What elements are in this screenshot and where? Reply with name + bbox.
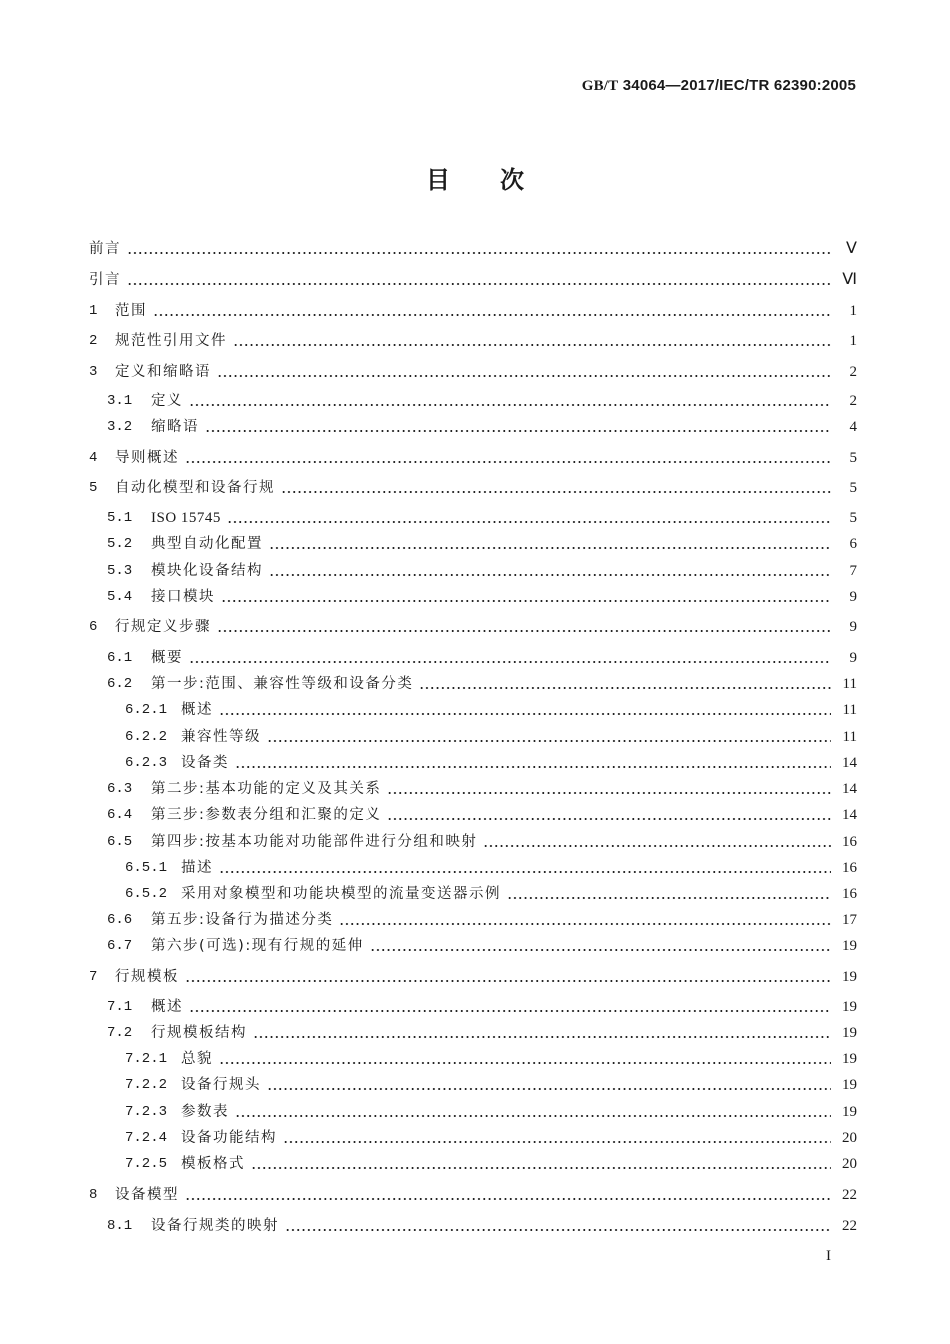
toc-entry-page: 4	[849, 419, 857, 435]
toc-entry[interactable]	[89, 751, 857, 773]
toc-entry[interactable]	[89, 830, 857, 852]
toc-entry-title: 设备类	[181, 755, 229, 771]
toc-entry-title: 模板格式	[181, 1156, 245, 1172]
toc-entry-page: 14	[842, 807, 857, 823]
toc-entry-title: 第五步:设备行为描述分类	[151, 912, 334, 928]
toc-entry[interactable]	[89, 329, 857, 351]
dot-leader	[483, 845, 831, 847]
dot-leader	[127, 283, 831, 285]
page-number: I	[826, 1248, 831, 1264]
dot-leader	[339, 923, 831, 925]
toc-entry[interactable]	[89, 856, 857, 878]
dot-leader	[269, 547, 831, 549]
toc-entry[interactable]	[89, 1152, 857, 1174]
toc-entry-number: 6.6	[107, 912, 133, 928]
dot-leader	[387, 818, 831, 820]
toc-entry-title: 定义和缩略语	[115, 364, 211, 380]
toc-entry-title: 导则概述	[115, 450, 179, 466]
dot-leader	[219, 871, 831, 873]
toc-entry[interactable]	[89, 446, 857, 468]
toc-entry[interactable]	[89, 415, 857, 437]
dot-leader	[217, 375, 831, 377]
dot-leader	[153, 314, 831, 316]
toc-entry-number: 5.1	[107, 510, 133, 526]
toc-entry-page: 19	[842, 969, 857, 985]
toc-entry-number: 4	[89, 450, 98, 466]
dot-leader	[267, 740, 831, 742]
standard-code-header	[582, 77, 856, 95]
toc-entry[interactable]	[89, 268, 857, 290]
toc-entry-page: Ⅴ	[846, 240, 857, 257]
toc-entry[interactable]	[89, 585, 857, 607]
toc-entry-number: 6.2.1	[125, 702, 168, 718]
toc-entry-number: 7.1	[107, 999, 133, 1015]
dot-leader	[189, 404, 831, 406]
toc-entry-page: 2	[849, 364, 857, 380]
toc-entry[interactable]	[89, 882, 857, 904]
toc-entry[interactable]	[89, 908, 857, 930]
toc-entry[interactable]	[89, 476, 857, 498]
dot-leader	[235, 1115, 831, 1117]
toc-entry[interactable]	[89, 360, 857, 382]
toc-entry[interactable]	[89, 237, 857, 259]
toc-entry-number: 7	[89, 969, 98, 985]
dot-leader	[419, 687, 831, 689]
toc-entry-page: 9	[849, 619, 857, 635]
toc-entry[interactable]	[89, 672, 857, 694]
toc-entry[interactable]	[89, 965, 857, 987]
dot-leader	[221, 600, 831, 602]
toc-entry-title: 行规模板结构	[151, 1025, 247, 1041]
toc-entry-number: 2	[89, 333, 98, 349]
toc-entry-page: 7	[849, 563, 857, 579]
toc-entry-title: 前言	[89, 241, 121, 257]
toc-entry-page: 6	[849, 536, 857, 552]
toc-entry-page: Ⅵ	[842, 271, 857, 288]
dot-leader	[127, 252, 831, 254]
toc-entry-page: 19	[842, 938, 857, 954]
toc-entry-page: 14	[842, 755, 857, 771]
toc-entry-page: 2	[849, 393, 857, 409]
toc-entry[interactable]	[89, 995, 857, 1017]
standard-prefix: GB/T	[581, 78, 619, 94]
toc-entry-title: 定义	[151, 393, 183, 409]
dot-leader	[253, 1036, 831, 1038]
toc-entry-title: 接口模块	[151, 589, 215, 605]
toc-entry-page: 5	[849, 450, 857, 466]
toc-entry[interactable]	[89, 559, 857, 581]
toc-entry-number: 8.1	[107, 1218, 133, 1234]
toc-entry[interactable]	[89, 1073, 857, 1095]
toc-entry-number: 5.3	[107, 563, 133, 579]
toc-entry-number: 7.2.5	[125, 1156, 168, 1172]
toc-entry-page: 9	[849, 589, 857, 605]
dot-leader	[370, 949, 831, 951]
toc-entry-number: 6.5.2	[125, 886, 168, 902]
dot-leader	[283, 1141, 831, 1143]
toc-entry-title: 设备模型	[115, 1187, 179, 1203]
toc-entry-number: 6.7	[107, 938, 133, 954]
toc-entry-title: 自动化模型和设备行规	[115, 480, 275, 496]
dot-leader	[185, 1198, 831, 1200]
toc-entry-page: 20	[842, 1156, 857, 1172]
toc-entry-title: 兼容性等级	[181, 729, 261, 745]
toc-entry-page: 14	[842, 781, 857, 797]
dot-leader	[235, 766, 831, 768]
toc-entry-page: 5	[849, 510, 857, 526]
toc-entry-page: 11	[842, 676, 857, 692]
toc-entry-number: 6.5	[107, 834, 133, 850]
dot-leader	[205, 430, 831, 432]
toc-entry-title: 概述	[181, 702, 213, 718]
dot-leader	[185, 980, 831, 982]
toc-entry-title: 典型自动化配置	[151, 536, 263, 552]
toc-entry-page: 9	[849, 650, 857, 666]
toc-entry-title: 设备功能结构	[181, 1130, 277, 1146]
toc-entry-number: 6.4	[107, 807, 133, 823]
toc-entry[interactable]	[89, 646, 857, 668]
toc-entry-number: 7.2.2	[125, 1077, 168, 1093]
toc-entry-number: 3.1	[107, 393, 133, 409]
dot-leader	[387, 792, 831, 794]
toc-entry-page: 19	[842, 1025, 857, 1041]
toc-entry[interactable]	[89, 1183, 857, 1205]
toc-entry-number: 5.2	[107, 536, 133, 552]
toc-entry-title: 行规定义步骤	[115, 619, 211, 635]
dot-leader	[219, 713, 831, 715]
toc-entry-title: 模块化设备结构	[151, 563, 263, 579]
toc-entry-page: 17	[842, 912, 857, 928]
toc-entry-title: 缩略语	[151, 419, 199, 435]
toc-entry-title: 第二步:基本功能的定义及其关系	[151, 781, 382, 797]
toc-entry-number: 6	[89, 619, 98, 635]
toc-entry-title: 范围	[115, 303, 147, 319]
toc-entry-number: 7.2	[107, 1025, 133, 1041]
toc-entry-number: 3.2	[107, 419, 133, 435]
toc-entry-title: 第四步:按基本功能对功能部件进行分组和映射	[151, 834, 478, 850]
page-title: 目次	[426, 166, 574, 194]
dot-leader	[227, 521, 831, 523]
toc-entry[interactable]	[89, 777, 857, 799]
toc-entry-number: 8	[89, 1187, 98, 1203]
toc-entry-page: 22	[842, 1218, 857, 1234]
toc-entry[interactable]	[89, 1126, 857, 1148]
toc-entry-title: 规范性引用文件	[115, 333, 227, 349]
toc-entry-number: 6.5.1	[125, 860, 168, 876]
toc-entry-number: 6.2.2	[125, 729, 168, 745]
toc-entry-number: 1	[89, 303, 98, 319]
toc-entry-page: 16	[842, 886, 857, 902]
toc-entry-title: 概述	[151, 999, 183, 1015]
toc-entry[interactable]	[89, 934, 857, 956]
toc-entry-page: 19	[842, 1077, 857, 1093]
toc-entry-page: 11	[842, 702, 857, 718]
dot-leader	[185, 461, 831, 463]
dot-leader	[189, 661, 831, 663]
toc-entry-title: 第一步:范围、兼容性等级和设备分类	[151, 676, 414, 692]
toc-entry-title: 第三步:参数表分组和汇聚的定义	[151, 807, 382, 823]
dot-leader	[285, 1229, 831, 1231]
dot-leader	[507, 897, 831, 899]
toc-entry[interactable]	[89, 615, 857, 637]
toc-entry-page: 20	[842, 1130, 857, 1146]
toc-entry[interactable]	[89, 1047, 857, 1069]
toc-entry-page: 19	[842, 999, 857, 1015]
dot-leader	[269, 574, 831, 576]
toc-entry-page: 19	[842, 1051, 857, 1067]
toc-entry[interactable]	[89, 725, 857, 747]
toc-entry-title: 设备行规类的映射	[151, 1218, 279, 1234]
dot-leader	[219, 1062, 831, 1064]
toc-entry-title: 行规模板	[115, 969, 179, 985]
toc-entry-number: 5	[89, 480, 98, 496]
toc-entry-title: 采用对象模型和功能块模型的流量变送器示例	[181, 886, 501, 902]
dot-leader	[189, 1010, 831, 1012]
toc-entry-page: 16	[842, 834, 857, 850]
toc-entry-page: 22	[842, 1187, 857, 1203]
standard-code: 34064—2017/IEC/TR 62390:2005	[622, 77, 856, 94]
toc-entry-page: 1	[849, 333, 857, 349]
toc-entry-title: 总貌	[181, 1051, 213, 1067]
toc-entry-number: 7.2.4	[125, 1130, 168, 1146]
toc-entry-title: ISO 15745	[151, 510, 221, 526]
toc-entry-title: 第六步(可选):现有行规的延伸	[151, 938, 364, 954]
dot-leader	[281, 491, 831, 493]
toc-entry[interactable]	[89, 506, 857, 528]
toc-entry-title: 描述	[181, 860, 213, 876]
toc-entry-title: 引言	[89, 272, 121, 288]
toc-entry[interactable]	[89, 803, 857, 825]
toc-entry[interactable]	[89, 299, 857, 321]
toc-entry[interactable]	[89, 389, 857, 411]
toc-entry-page: 11	[842, 729, 857, 745]
toc-entry[interactable]	[89, 698, 857, 720]
toc-entry-number: 7.2.1	[125, 1051, 168, 1067]
toc-entry-number: 7.2.3	[125, 1104, 168, 1120]
toc-entry-number: 6.2	[107, 676, 133, 692]
toc-entry-number: 3	[89, 364, 98, 380]
toc-entry-title: 参数表	[181, 1104, 229, 1120]
toc-entry-page: 19	[842, 1104, 857, 1120]
toc-entry-title: 设备行规头	[181, 1077, 261, 1093]
toc-entry-page: 1	[849, 303, 857, 319]
toc-entry-page: 16	[842, 860, 857, 876]
toc-entry[interactable]	[89, 532, 857, 554]
toc-entry-title: 概要	[151, 650, 183, 666]
toc-entry-number: 6.3	[107, 781, 133, 797]
dot-leader	[251, 1167, 831, 1169]
toc-entry-number: 5.4	[107, 589, 133, 605]
dot-leader	[217, 630, 831, 632]
toc-entry-page: 5	[849, 480, 857, 496]
toc-entry[interactable]	[89, 1100, 857, 1122]
toc-entry[interactable]	[89, 1021, 857, 1043]
dot-leader	[267, 1088, 831, 1090]
toc-entry-number: 6.1	[107, 650, 133, 666]
toc-entry[interactable]	[89, 1214, 857, 1236]
dot-leader	[233, 344, 831, 346]
toc-entry-number: 6.2.3	[125, 755, 168, 771]
